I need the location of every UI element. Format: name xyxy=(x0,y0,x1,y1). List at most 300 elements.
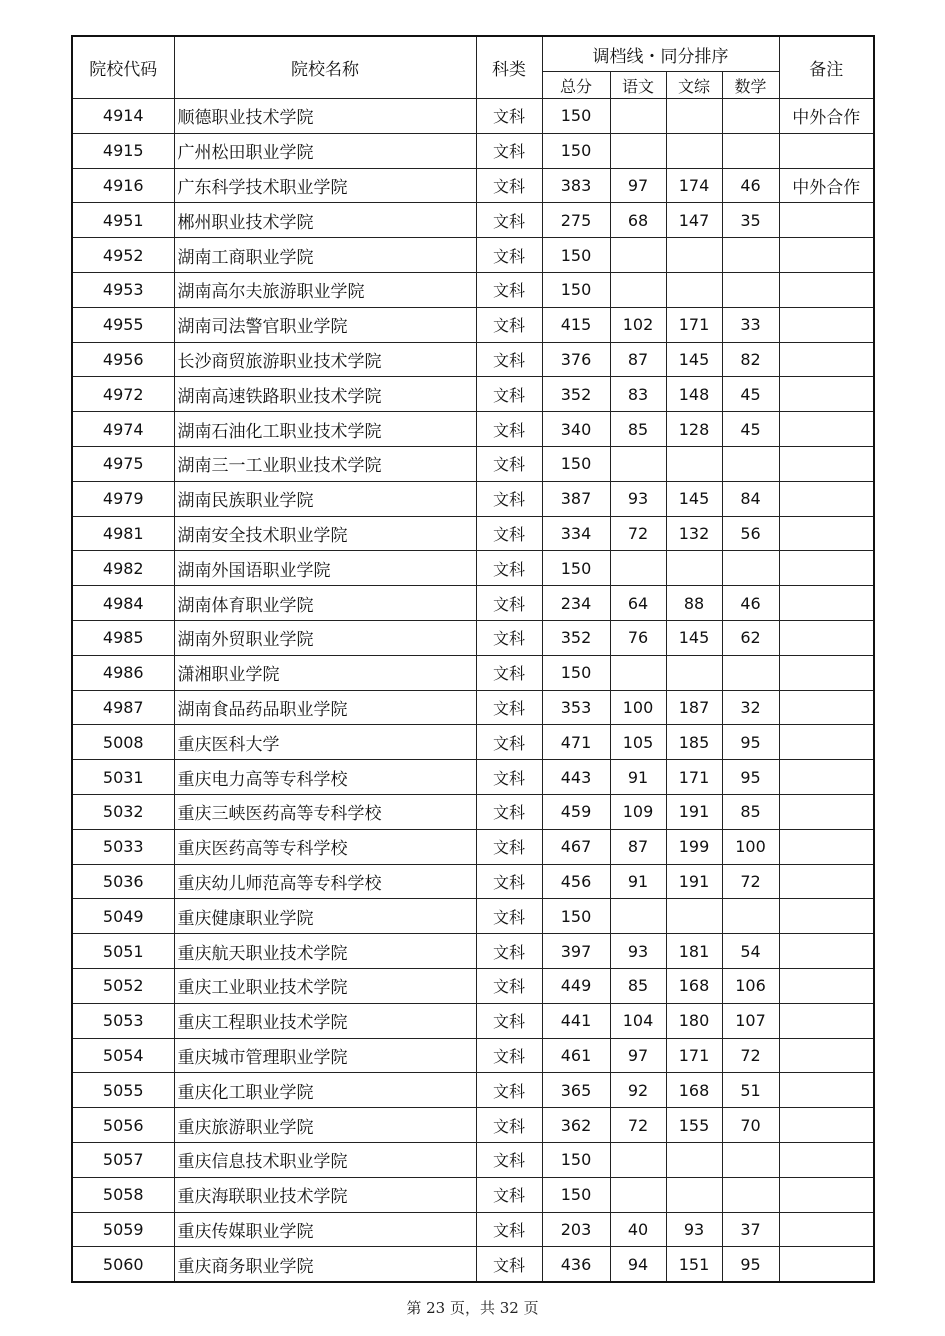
note-cell xyxy=(779,934,874,969)
table-row xyxy=(72,446,874,481)
liberal-cell: 171 xyxy=(666,760,722,795)
math-cell: 100 xyxy=(722,829,779,864)
note-cell xyxy=(779,620,874,655)
table-row xyxy=(72,168,874,203)
math-cell: 95 xyxy=(722,1247,779,1282)
note-cell xyxy=(779,551,874,586)
note-cell xyxy=(779,864,874,899)
subject-cell: 文科 xyxy=(476,133,542,168)
liberal-cell: 132 xyxy=(666,516,722,551)
table-row xyxy=(72,1142,874,1177)
note-cell xyxy=(779,446,874,481)
note-cell xyxy=(779,481,874,516)
total-cell: 234 xyxy=(542,586,610,621)
table-row xyxy=(72,934,874,969)
name-cell: 湖南外贸职业学院 xyxy=(174,620,476,655)
header-code: 院校代码 xyxy=(72,36,174,99)
subject-cell: 文科 xyxy=(476,899,542,934)
name-cell: 重庆海联职业技术学院 xyxy=(174,1177,476,1212)
total-cell: 456 xyxy=(542,864,610,899)
code-cell: 4951 xyxy=(72,203,174,238)
liberal-cell xyxy=(666,1177,722,1212)
note-cell xyxy=(779,899,874,934)
liberal-cell: 168 xyxy=(666,968,722,1003)
subject-cell: 文科 xyxy=(476,725,542,760)
name-cell: 湖南安全技术职业学院 xyxy=(174,516,476,551)
name-cell: 湖南三一工业职业技术学院 xyxy=(174,446,476,481)
subject-cell: 文科 xyxy=(476,655,542,690)
code-cell: 4986 xyxy=(72,655,174,690)
liberal-cell xyxy=(666,655,722,690)
liberal-cell xyxy=(666,1142,722,1177)
total-cell: 362 xyxy=(542,1108,610,1143)
name-cell: 潇湘职业学院 xyxy=(174,655,476,690)
subject-cell: 文科 xyxy=(476,1212,542,1247)
name-cell: 重庆信息技术职业学院 xyxy=(174,1142,476,1177)
math-cell: 72 xyxy=(722,1038,779,1073)
math-cell: 70 xyxy=(722,1108,779,1143)
math-cell: 107 xyxy=(722,1003,779,1038)
chinese-cell: 91 xyxy=(610,864,666,899)
code-cell: 4987 xyxy=(72,690,174,725)
liberal-cell: 191 xyxy=(666,864,722,899)
subject-cell: 文科 xyxy=(476,307,542,342)
chinese-cell: 102 xyxy=(610,307,666,342)
note-cell xyxy=(779,516,874,551)
page-footer: 第 23 页，共 32 页 xyxy=(406,1299,539,1317)
chinese-cell xyxy=(610,1142,666,1177)
total-cell: 443 xyxy=(542,760,610,795)
table-row xyxy=(72,238,874,273)
code-cell: 4981 xyxy=(72,516,174,551)
header-name: 院校名称 xyxy=(174,36,476,99)
header-chinese: 语文 xyxy=(610,72,666,99)
table-row xyxy=(72,99,874,134)
liberal-cell xyxy=(666,238,722,273)
chinese-cell: 92 xyxy=(610,1073,666,1108)
subject-cell: 文科 xyxy=(476,516,542,551)
liberal-cell xyxy=(666,99,722,134)
table-row xyxy=(72,620,874,655)
code-cell: 4915 xyxy=(72,133,174,168)
liberal-cell: 147 xyxy=(666,203,722,238)
chinese-cell xyxy=(610,1177,666,1212)
note-cell: 中外合作 xyxy=(779,168,874,203)
header-total: 总分 xyxy=(542,72,610,99)
subject-cell: 文科 xyxy=(476,238,542,273)
table-row xyxy=(72,377,874,412)
name-cell: 湖南食品药品职业学院 xyxy=(174,690,476,725)
table-row xyxy=(72,690,874,725)
math-cell: 35 xyxy=(722,203,779,238)
subject-cell: 文科 xyxy=(476,446,542,481)
code-cell: 4914 xyxy=(72,99,174,134)
math-cell xyxy=(722,446,779,481)
admission-table xyxy=(71,35,875,1283)
subject-cell: 文科 xyxy=(476,1038,542,1073)
code-cell: 4984 xyxy=(72,586,174,621)
table-row xyxy=(72,203,874,238)
math-cell: 85 xyxy=(722,794,779,829)
table-row xyxy=(72,586,874,621)
math-cell xyxy=(722,133,779,168)
subject-cell: 文科 xyxy=(476,272,542,307)
note-cell xyxy=(779,272,874,307)
code-cell: 4974 xyxy=(72,412,174,447)
code-cell: 4952 xyxy=(72,238,174,273)
subject-cell: 文科 xyxy=(476,864,542,899)
name-cell: 湖南石油化工职业技术学院 xyxy=(174,412,476,447)
chinese-cell: 93 xyxy=(610,934,666,969)
total-cell: 203 xyxy=(542,1212,610,1247)
math-cell xyxy=(722,551,779,586)
table-row xyxy=(72,1212,874,1247)
code-cell: 4972 xyxy=(72,377,174,412)
note-cell xyxy=(779,725,874,760)
chinese-cell xyxy=(610,899,666,934)
code-cell: 4982 xyxy=(72,551,174,586)
header-group: 调档线・同分排序 xyxy=(542,36,779,72)
total-cell: 383 xyxy=(542,168,610,203)
chinese-cell: 87 xyxy=(610,342,666,377)
total-cell: 352 xyxy=(542,377,610,412)
code-cell: 5052 xyxy=(72,968,174,1003)
subject-cell: 文科 xyxy=(476,203,542,238)
liberal-cell: 191 xyxy=(666,794,722,829)
code-cell: 5053 xyxy=(72,1003,174,1038)
chinese-cell: 97 xyxy=(610,168,666,203)
total-cell: 461 xyxy=(542,1038,610,1073)
total-cell: 449 xyxy=(542,968,610,1003)
code-cell: 5057 xyxy=(72,1142,174,1177)
liberal-cell: 145 xyxy=(666,481,722,516)
total-cell: 340 xyxy=(542,412,610,447)
note-cell xyxy=(779,1177,874,1212)
liberal-cell: 93 xyxy=(666,1212,722,1247)
math-cell: 82 xyxy=(722,342,779,377)
math-cell: 72 xyxy=(722,864,779,899)
total-cell: 397 xyxy=(542,934,610,969)
name-cell: 广州松田职业学院 xyxy=(174,133,476,168)
chinese-cell xyxy=(610,551,666,586)
chinese-cell: 40 xyxy=(610,1212,666,1247)
total-cell: 150 xyxy=(542,99,610,134)
liberal-cell xyxy=(666,133,722,168)
name-cell: 湖南体育职业学院 xyxy=(174,586,476,621)
name-cell: 顺德职业技术学院 xyxy=(174,99,476,134)
note-cell xyxy=(779,1247,874,1282)
total-cell: 150 xyxy=(542,272,610,307)
total-cell: 150 xyxy=(542,446,610,481)
name-cell: 重庆电力高等专科学校 xyxy=(174,760,476,795)
note-cell xyxy=(779,760,874,795)
math-cell: 33 xyxy=(722,307,779,342)
chinese-cell xyxy=(610,446,666,481)
math-cell: 46 xyxy=(722,168,779,203)
math-cell: 56 xyxy=(722,516,779,551)
code-cell: 4975 xyxy=(72,446,174,481)
note-cell xyxy=(779,412,874,447)
total-cell: 150 xyxy=(542,1177,610,1212)
code-cell: 4916 xyxy=(72,168,174,203)
name-cell: 重庆三峡医药高等专科学校 xyxy=(174,794,476,829)
table-row xyxy=(72,725,874,760)
liberal-cell: 155 xyxy=(666,1108,722,1143)
chinese-cell: 64 xyxy=(610,586,666,621)
header-math: 数学 xyxy=(722,72,779,99)
note-cell xyxy=(779,342,874,377)
liberal-cell xyxy=(666,899,722,934)
note-cell xyxy=(779,690,874,725)
liberal-cell: 187 xyxy=(666,690,722,725)
code-cell: 5036 xyxy=(72,864,174,899)
name-cell: 重庆城市管理职业学院 xyxy=(174,1038,476,1073)
math-cell xyxy=(722,899,779,934)
subject-cell: 文科 xyxy=(476,690,542,725)
math-cell: 46 xyxy=(722,586,779,621)
note-cell xyxy=(779,238,874,273)
chinese-cell xyxy=(610,133,666,168)
subject-cell: 文科 xyxy=(476,168,542,203)
note-cell xyxy=(779,655,874,690)
math-cell: 32 xyxy=(722,690,779,725)
name-cell: 湖南高尔夫旅游职业学院 xyxy=(174,272,476,307)
name-cell: 重庆航天职业技术学院 xyxy=(174,934,476,969)
total-cell: 353 xyxy=(542,690,610,725)
code-cell: 5060 xyxy=(72,1247,174,1282)
name-cell: 郴州职业技术学院 xyxy=(174,203,476,238)
math-cell: 84 xyxy=(722,481,779,516)
header-subject: 科类 xyxy=(476,36,542,99)
name-cell: 重庆医科大学 xyxy=(174,725,476,760)
liberal-cell: 151 xyxy=(666,1247,722,1282)
table-row xyxy=(72,968,874,1003)
subject-cell: 文科 xyxy=(476,1142,542,1177)
table-row xyxy=(72,899,874,934)
chinese-cell: 105 xyxy=(610,725,666,760)
table-row xyxy=(72,1108,874,1143)
total-cell: 376 xyxy=(542,342,610,377)
table-row xyxy=(72,655,874,690)
note-cell xyxy=(779,1108,874,1143)
subject-cell: 文科 xyxy=(476,1003,542,1038)
math-cell xyxy=(722,238,779,273)
code-cell: 5055 xyxy=(72,1073,174,1108)
subject-cell: 文科 xyxy=(476,99,542,134)
note-cell xyxy=(779,1038,874,1073)
total-cell: 415 xyxy=(542,307,610,342)
table-row xyxy=(72,1247,874,1282)
note-cell: 中外合作 xyxy=(779,99,874,134)
table-row xyxy=(72,481,874,516)
code-cell: 4979 xyxy=(72,481,174,516)
table-row xyxy=(72,794,874,829)
subject-cell: 文科 xyxy=(476,481,542,516)
table-row xyxy=(72,1177,874,1212)
liberal-cell: 181 xyxy=(666,934,722,969)
liberal-cell: 128 xyxy=(666,412,722,447)
math-cell: 45 xyxy=(722,377,779,412)
name-cell: 重庆工业职业技术学院 xyxy=(174,968,476,1003)
note-cell xyxy=(779,133,874,168)
name-cell: 重庆工程职业技术学院 xyxy=(174,1003,476,1038)
code-cell: 5059 xyxy=(72,1212,174,1247)
code-cell: 4953 xyxy=(72,272,174,307)
math-cell: 95 xyxy=(722,725,779,760)
name-cell: 湖南工商职业学院 xyxy=(174,238,476,273)
table-row xyxy=(72,342,874,377)
subject-cell: 文科 xyxy=(476,1108,542,1143)
name-cell: 湖南高速铁路职业技术学院 xyxy=(174,377,476,412)
total-cell: 459 xyxy=(542,794,610,829)
chinese-cell: 94 xyxy=(610,1247,666,1282)
name-cell: 长沙商贸旅游职业技术学院 xyxy=(174,342,476,377)
code-cell: 5049 xyxy=(72,899,174,934)
total-cell: 150 xyxy=(542,133,610,168)
table-row xyxy=(72,412,874,447)
chinese-cell: 87 xyxy=(610,829,666,864)
total-cell: 150 xyxy=(542,899,610,934)
name-cell: 重庆幼儿师范高等专科学校 xyxy=(174,864,476,899)
code-cell: 4956 xyxy=(72,342,174,377)
math-cell: 54 xyxy=(722,934,779,969)
note-cell xyxy=(779,1003,874,1038)
total-cell: 150 xyxy=(542,655,610,690)
name-cell: 广东科学技术职业学院 xyxy=(174,168,476,203)
code-cell: 4985 xyxy=(72,620,174,655)
math-cell: 37 xyxy=(722,1212,779,1247)
math-cell: 45 xyxy=(722,412,779,447)
liberal-cell: 171 xyxy=(666,307,722,342)
name-cell: 重庆商务职业学院 xyxy=(174,1247,476,1282)
code-cell: 5033 xyxy=(72,829,174,864)
liberal-cell: 145 xyxy=(666,342,722,377)
math-cell xyxy=(722,272,779,307)
table-row xyxy=(72,864,874,899)
name-cell: 湖南民族职业学院 xyxy=(174,481,476,516)
liberal-cell: 171 xyxy=(666,1038,722,1073)
note-cell xyxy=(779,1212,874,1247)
name-cell: 湖南司法警官职业学院 xyxy=(174,307,476,342)
header-liberal: 文综 xyxy=(666,72,722,99)
table-row xyxy=(72,307,874,342)
table-row xyxy=(72,272,874,307)
liberal-cell: 174 xyxy=(666,168,722,203)
liberal-cell: 148 xyxy=(666,377,722,412)
code-cell: 4955 xyxy=(72,307,174,342)
liberal-cell: 185 xyxy=(666,725,722,760)
code-cell: 5056 xyxy=(72,1108,174,1143)
total-cell: 387 xyxy=(542,481,610,516)
total-cell: 467 xyxy=(542,829,610,864)
code-cell: 5051 xyxy=(72,934,174,969)
name-cell: 湖南外国语职业学院 xyxy=(174,551,476,586)
table-row xyxy=(72,516,874,551)
math-cell: 51 xyxy=(722,1073,779,1108)
note-cell xyxy=(779,794,874,829)
total-cell: 352 xyxy=(542,620,610,655)
table-row xyxy=(72,133,874,168)
chinese-cell: 100 xyxy=(610,690,666,725)
liberal-cell: 180 xyxy=(666,1003,722,1038)
name-cell: 重庆化工职业学院 xyxy=(174,1073,476,1108)
total-cell: 150 xyxy=(542,551,610,586)
name-cell: 重庆旅游职业学院 xyxy=(174,1108,476,1143)
note-cell xyxy=(779,307,874,342)
table-row xyxy=(72,551,874,586)
subject-cell: 文科 xyxy=(476,1247,542,1282)
math-cell xyxy=(722,655,779,690)
chinese-cell: 68 xyxy=(610,203,666,238)
subject-cell: 文科 xyxy=(476,412,542,447)
table-row xyxy=(72,760,874,795)
chinese-cell: 97 xyxy=(610,1038,666,1073)
total-cell: 436 xyxy=(542,1247,610,1282)
chinese-cell: 85 xyxy=(610,968,666,1003)
liberal-cell: 199 xyxy=(666,829,722,864)
liberal-cell xyxy=(666,446,722,481)
name-cell: 重庆医药高等专科学校 xyxy=(174,829,476,864)
table-row xyxy=(72,1003,874,1038)
chinese-cell xyxy=(610,238,666,273)
subject-cell: 文科 xyxy=(476,829,542,864)
chinese-cell: 85 xyxy=(610,412,666,447)
note-cell xyxy=(779,586,874,621)
table-row xyxy=(72,829,874,864)
math-cell xyxy=(722,1142,779,1177)
math-cell: 62 xyxy=(722,620,779,655)
chinese-cell xyxy=(610,272,666,307)
subject-cell: 文科 xyxy=(476,968,542,1003)
subject-cell: 文科 xyxy=(476,620,542,655)
name-cell: 重庆传媒职业学院 xyxy=(174,1212,476,1247)
note-cell xyxy=(779,968,874,1003)
chinese-cell: 72 xyxy=(610,516,666,551)
chinese-cell: 72 xyxy=(610,1108,666,1143)
total-cell: 334 xyxy=(542,516,610,551)
total-cell: 471 xyxy=(542,725,610,760)
subject-cell: 文科 xyxy=(476,1073,542,1108)
math-cell: 95 xyxy=(722,760,779,795)
table-body xyxy=(72,99,874,1283)
total-cell: 275 xyxy=(542,203,610,238)
note-cell xyxy=(779,203,874,238)
table-row xyxy=(72,1073,874,1108)
note-cell xyxy=(779,1142,874,1177)
total-cell: 441 xyxy=(542,1003,610,1038)
chinese-cell xyxy=(610,655,666,690)
name-cell: 重庆健康职业学院 xyxy=(174,899,476,934)
liberal-cell xyxy=(666,272,722,307)
code-cell: 5008 xyxy=(72,725,174,760)
math-cell xyxy=(722,99,779,134)
code-cell: 5032 xyxy=(72,794,174,829)
subject-cell: 文科 xyxy=(476,794,542,829)
chinese-cell: 109 xyxy=(610,794,666,829)
note-cell xyxy=(779,829,874,864)
code-cell: 5058 xyxy=(72,1177,174,1212)
liberal-cell: 145 xyxy=(666,620,722,655)
chinese-cell: 83 xyxy=(610,377,666,412)
math-cell: 106 xyxy=(722,968,779,1003)
total-cell: 150 xyxy=(542,238,610,273)
liberal-cell: 88 xyxy=(666,586,722,621)
subject-cell: 文科 xyxy=(476,934,542,969)
header-note: 备注 xyxy=(779,36,874,99)
subject-cell: 文科 xyxy=(476,586,542,621)
code-cell: 5054 xyxy=(72,1038,174,1073)
note-cell xyxy=(779,377,874,412)
